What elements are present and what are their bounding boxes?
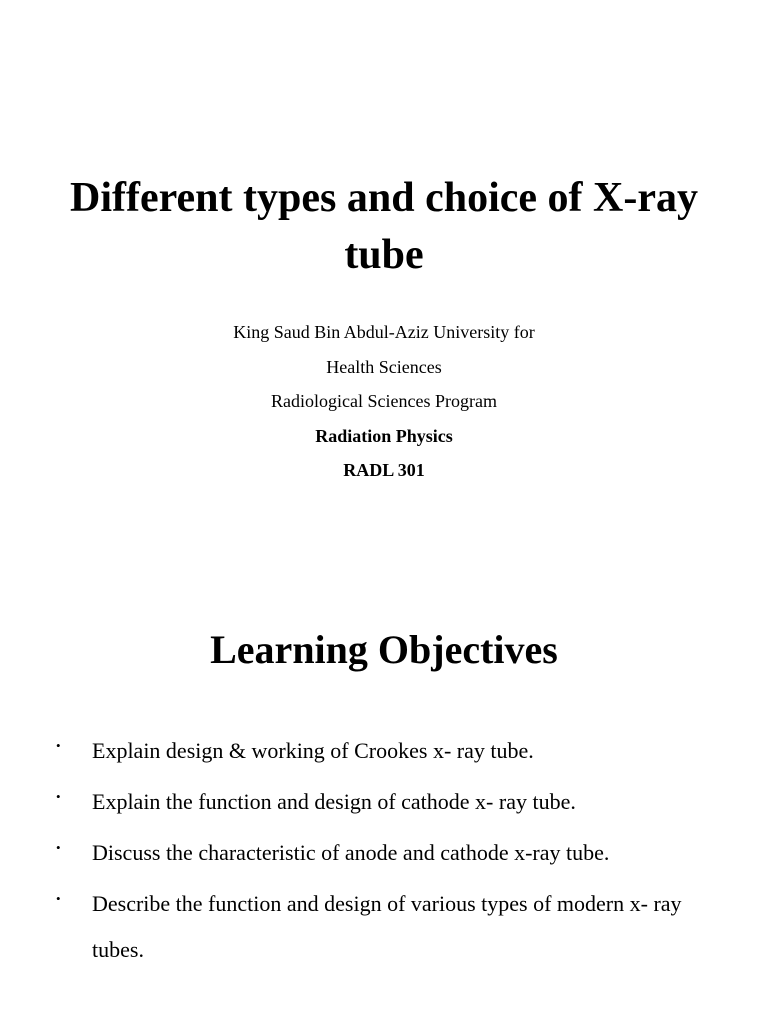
objective-text: Explain design & working of Crookes x- ray tube. xyxy=(92,738,534,763)
program-name: Radiological Sciences Program xyxy=(271,391,497,411)
bullet-icon: • xyxy=(56,738,61,753)
objective-text: Discuss the characteristic of anode and cathode x-ray tube. xyxy=(92,840,610,865)
objective-text: Explain the function and design of cathode x- ray tube. xyxy=(92,789,576,814)
university-name-line-1: King Saud Bin Abdul-Aziz University for xyxy=(233,322,535,342)
list-item xyxy=(0,830,768,876)
course-code: RADL 301 xyxy=(343,460,425,480)
university-name-line-2: Health Sciences xyxy=(326,356,442,377)
learning-objectives-heading: Learning Objectives xyxy=(210,627,558,672)
bullet-icon: • xyxy=(56,891,61,906)
institution-block xyxy=(100,315,668,488)
list-item xyxy=(0,881,768,973)
objectives-list xyxy=(0,728,768,978)
bullet-icon: • xyxy=(56,840,61,855)
objective-text: Describe the function and design of various types of modern x- ray tubes. xyxy=(92,891,682,962)
course-name: Radiation Physics xyxy=(315,425,453,446)
document-title: Different types and choice of X-ray tube xyxy=(70,175,698,278)
bullet-icon: • xyxy=(56,789,61,804)
list-item xyxy=(0,728,768,774)
list-item xyxy=(0,779,768,825)
